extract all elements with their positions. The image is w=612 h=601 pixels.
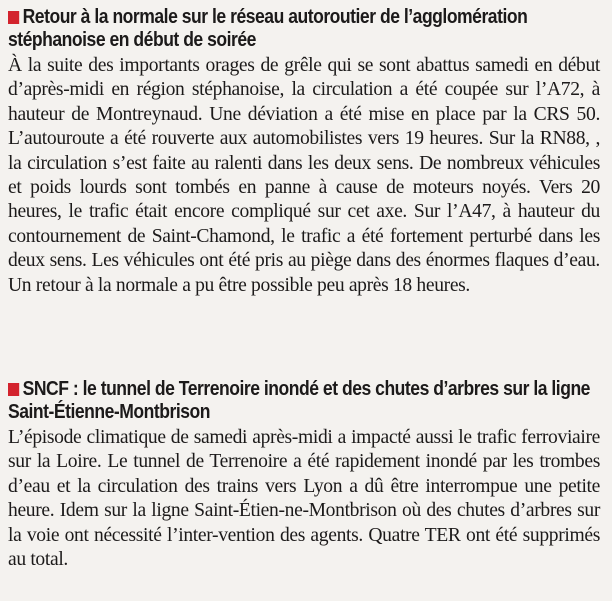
article-body: À la suite des importants orages de grêle qui se sont abattus samedi en début d’après-midi en région stéphanoise, la circulation a été coupée sur l’A72, à hauteur de Montreynaud. Une déviation a été mise en place par la CRS 50. L’autouroute a été rouverte aux automobilistes vers 19 heures. Sur la RN88, , la circulation s’est faite au ralenti dans les deux sens. De nombreux véhicules et poids lourds sont tombés en panne à cause de moteurs noyés. Vers 20 heures, le trafic était encore compliqué sur cet axe. Sur l’A47, à hauteur du contournement de Saint-Chamond, le trafic a été fortement perturbé dans les deux sens. Les véhicules ont été pris au piège dans des énormes flaques d’eau. Un retour à la normale a pu être possible peu après 18 heures. [8,55,600,296]
red-square-bullet-icon [8,383,19,396]
article-highway [8,6,600,298]
red-square-bullet-icon [8,11,19,24]
article-sncf [8,378,600,572]
article-headline [8,378,601,424]
headline-text: Retour à la normale sur le réseau autoroutier de l’agglomération stéphanoise en début de soirée [8,6,528,51]
article-headline [8,6,601,52]
headline-text: SNCF : le tunnel de Terrenoire inondé et des chutes d’arbres sur la ligne Saint-Étienne-Montbrison [8,378,590,423]
article-body: L’épisode climatique de samedi après-midi a impacté aussi le trafic ferroviaire sur la Loire. Le tunnel de Terrenoire a été rapidement inondé par les trombes d’eau et la circulation des trains vers Lyon a dû être interrompue une petite heure. Idem sur la ligne Saint-Étien-ne-Montbrison où des chutes d’arbres sur la voie ont nécessité l’inter-vention des agents. Quatre TER ont été supprimés au total. [8,427,600,571]
